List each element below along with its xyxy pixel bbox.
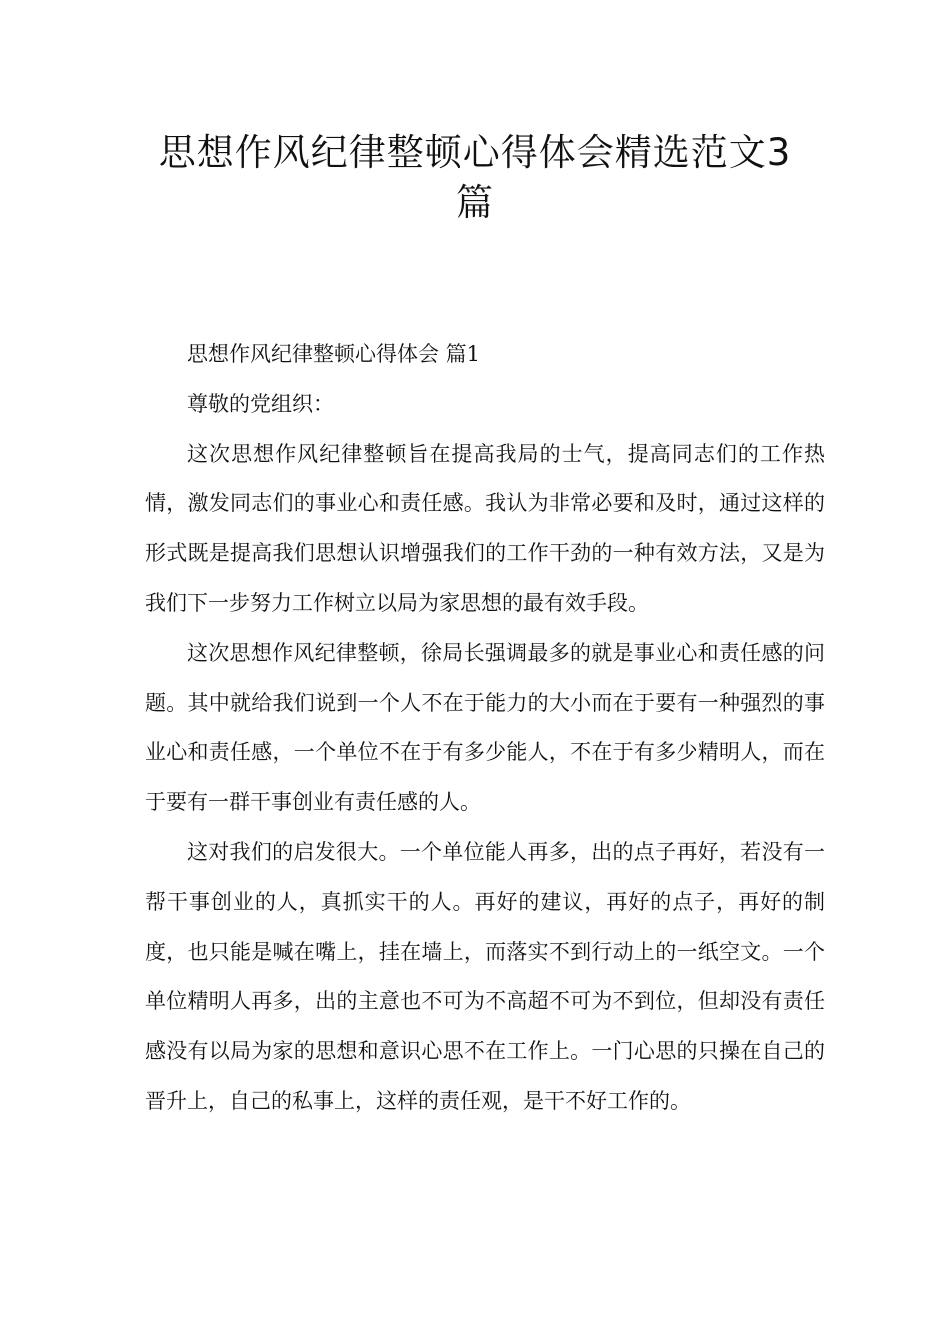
paragraph-2: 这次思想作风纪律整顿，徐局长强调最多的就是事业心和责任感的问题。其中就给我们说到一个人不在于能力的大小而在于要有一种强烈的事业心和责任感，一个单位不在于有多少能人，不在于有多少精明人，而在于要有一群干事创业有责任感的人。 — [145, 640, 825, 815]
document-title: 思想作风纪律整顿心得体会精选范文3篇 — [158, 131, 792, 224]
paragraph-1: 这次思想作风纪律整顿旨在提高我局的士气，提高同志们的工作热情，激发同志们的事业心和责任感。我认为非常必要和及时，通过这样的形式既是提高我们思想认识增强我们的工作干劲的一种有效方法，又是为我们下一步努力工作树立以局为家思想的最有效手段。 — [145, 441, 825, 615]
section-heading: 思想作风纪律整顿心得体会 篇1 — [187, 342, 481, 366]
paragraph-3: 这对我们的启发很大。一个单位能人再多，出的点子再好，若没有一帮干事创业的人，真抓实干的人。再好的建议，再好的点子，再好的制度，也只能是喊在嘴上，挂在墙上，而落实不到行动上的一纸空文。一个单位精明人再多，出的主意也不可为不高超不可为不到位，但却没有责任感没有以局为家的思想和意识心思不在工作上。一门心思的只操在自己的晋升上，自己的私事上，这样的责任观，是干不好工作的。 — [145, 839, 825, 1113]
salutation: 尊敬的党组织： — [187, 391, 334, 416]
document-body — [145, 330, 825, 1127]
